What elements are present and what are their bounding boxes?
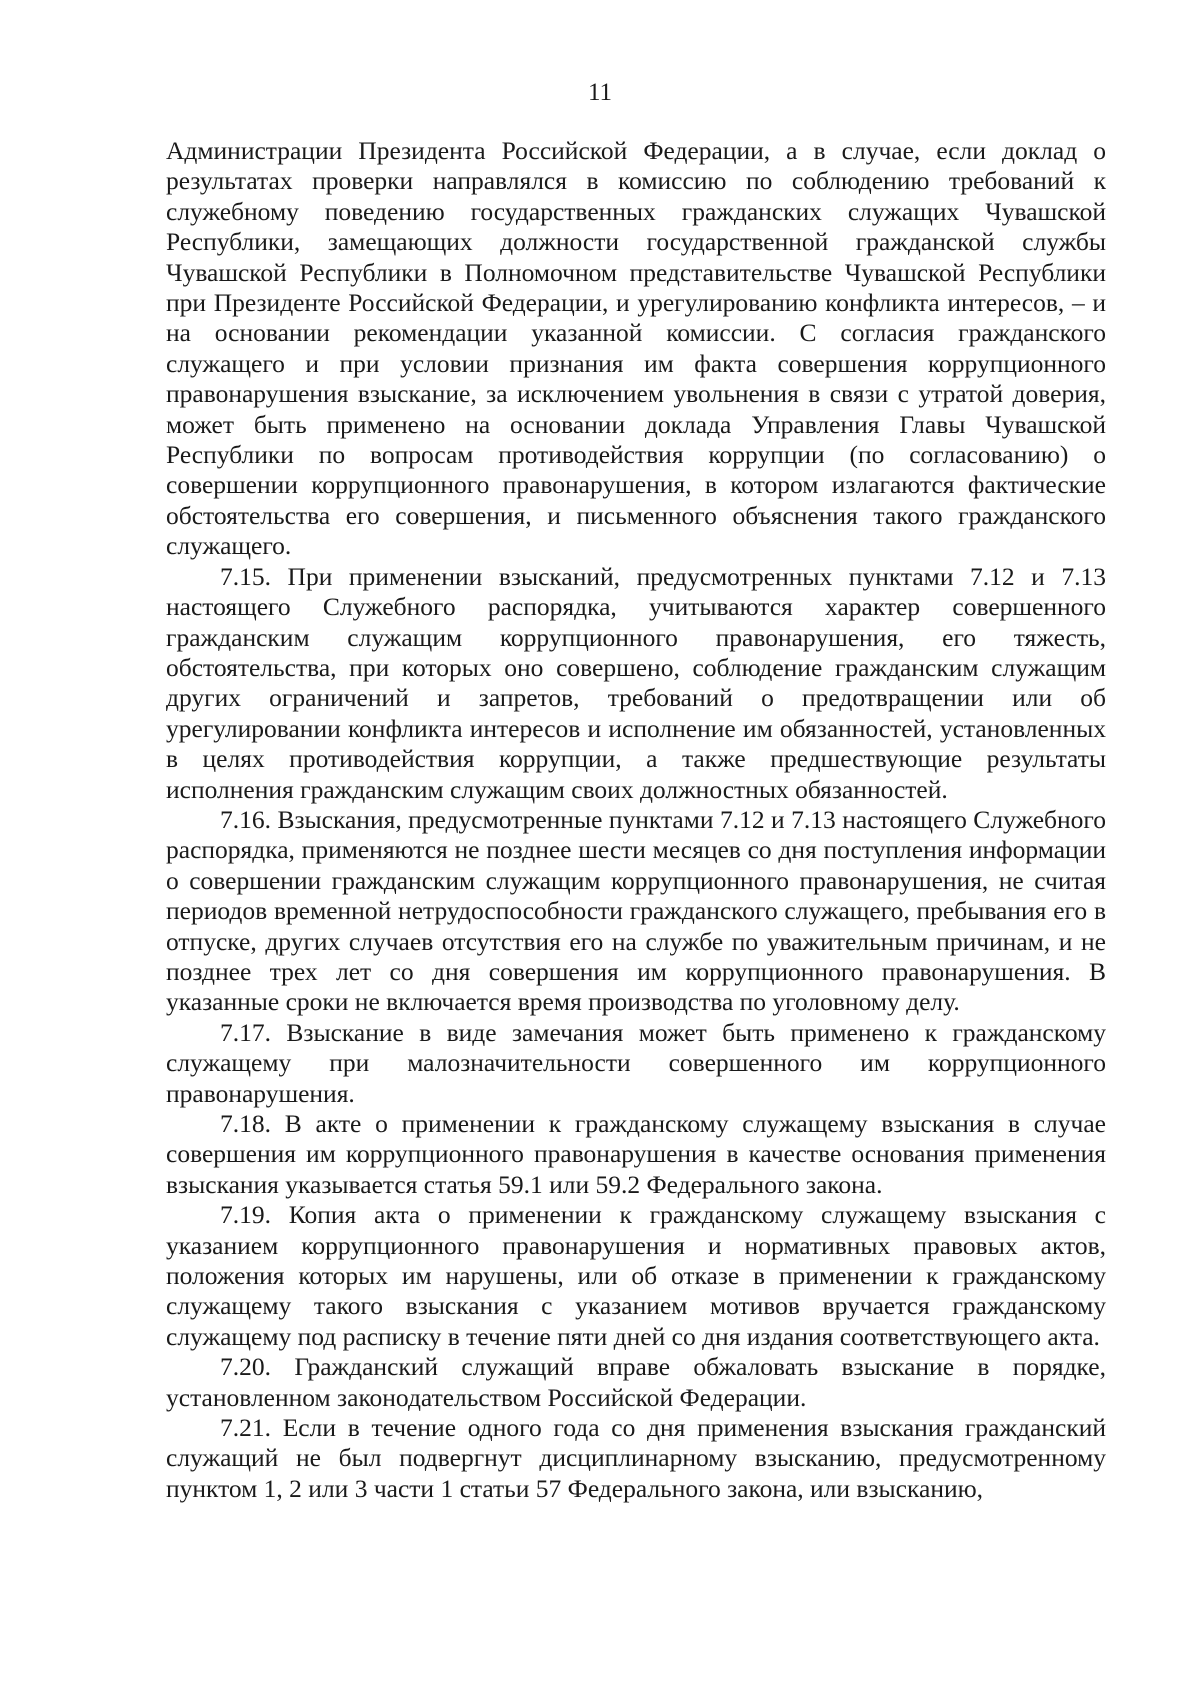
page-number: 11 bbox=[587, 79, 613, 106]
paragraph-7-21: 7.21. Если в течение одного года со дня применения взыскания гражданский служащий не был подвергнут дисциплинарному взысканию, предусмотренному пунктом 1, 2 или 3 части 1 статьи 57 Федерального закона, или взысканию, bbox=[166, 1413, 1106, 1503]
paragraph-continuation: Администрации Президента Российской Федерации, а в случае, если доклад о результатах проверки направлялся в комиссию по соблюдению требований к служебному поведению государственных гражданских служащих Чувашской Республики, замещающих должности государственной гражданской службы Чувашской Республики в Полномочном представительстве Чувашской Республики при Президенте Российской Федерации, и урегулированию конфликта интересов, – и на основании рекомендации указанной комиссии. С согласия гражданского служащего и при условии признания им факта совершения коррупционного правонарушения взыскание, за исключением увольнения в связи с утратой доверия, может быть применено на основании доклада Управления Главы Чувашской Республики по вопросам противодействия коррупции (по согласованию) о совершении коррупционного правонарушения, в котором излагаются фактические обстоятельства его совершения, и письменного объяснения такого гражданского служащего. bbox=[166, 136, 1106, 561]
document-body bbox=[166, 136, 1106, 1504]
paragraph-7-16: 7.16. Взыскания, предусмотренные пунктами 7.12 и 7.13 настоящего Служебного распорядка, применяются не позднее шести месяцев со дня поступления информации о совершении гражданским служащим коррупционного правонарушения, не считая периодов временной нетрудоспособности гражданского служащего, пребывания его в отпуске, других случаев отсутствия его на службе по уважительным причинам, и не позднее трех лет со дня совершения им коррупционного правонарушения. В указанные сроки не включается время производства по уголовному делу. bbox=[166, 804, 1106, 1017]
paragraph-7-17: 7.17. Взыскание в виде замечания может быть применено к гражданскому служащему при малозначительности совершенного им коррупционного правонарушения. bbox=[166, 1017, 1106, 1108]
paragraph-7-15: 7.15. При применении взысканий, предусмотренных пунктами 7.12 и 7.13 настоящего Служебного распорядка, учитываются характер совершенного гражданским служащим коррупционного правонарушения, его тяжесть, обстоятельства, при которых оно совершено, соблюдение гражданским служащим других ограничений и запретов, требований о предотвращении или об урегулировании конфликта интересов и исполнение им обязанностей, установленных в целях противодействия коррупции, а также предшествующие результаты исполнения гражданским служащим своих должностных обязанностей. bbox=[166, 561, 1106, 804]
paragraph-7-18: 7.18. В акте о применении к гражданскому служащему взыскания в случае совершения им коррупционного правонарушения в качестве основания применения взыскания указывается статья 59.1 или 59.2 Федерального закона. bbox=[166, 1109, 1106, 1199]
paragraph-7-19: 7.19. Копия акта о применении к гражданскому служащему взыскания с указанием коррупционного правонарушения и нормативных правовых актов, положения которых им нарушены, или об отказе в применении к гражданскому служащему такого взыскания с указанием мотивов вручается гражданскому служащему под расписку в течение пяти дней со дня издания соответствующего акта. bbox=[166, 1200, 1106, 1351]
paragraph-7-20: 7.20. Гражданский служащий вправе обжаловать взыскание в порядке, установленном законодательством Российской Федерации. bbox=[166, 1352, 1106, 1412]
